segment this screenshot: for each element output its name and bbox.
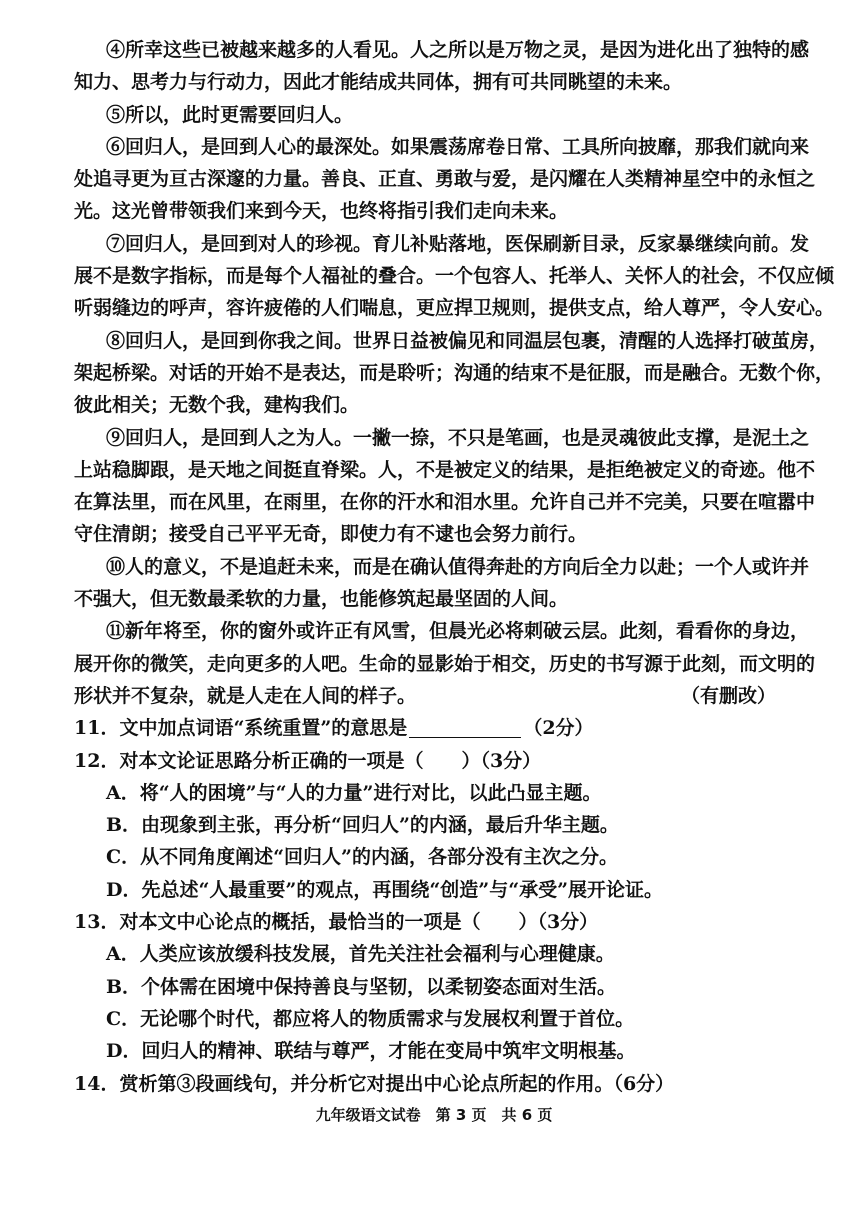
option: D．回归人的精神、联结与尊严，才能在变局中筑牢文明根基。 [106, 1040, 636, 1063]
line-text: 上站稳脚跟，是天地之间挺直脊梁。人，不是被定义的结果，是拒绝被定义的奇迹。他不 [74, 458, 816, 481]
paragraph-line [74, 357, 835, 389]
paragraph-line [74, 292, 835, 324]
option: B．由现象到主张，再分析“回归人”的内涵，最后升华主题。 [106, 814, 619, 837]
question-stem: 14．赏析第③段画线句，并分析它对提出中心论点所起的作用。（6分） [74, 1072, 675, 1095]
paragraph-line [74, 163, 816, 195]
paragraph-line [74, 34, 810, 66]
paragraph-line [74, 583, 776, 615]
line-text: ⑥回归人，是回到人心的最深处。如果震荡席卷日常、工具所向披靡，那我们就向来 [106, 135, 810, 158]
paragraph-line [74, 228, 810, 260]
line-text: ⑤所以，此时更需要回归人。 [106, 103, 354, 126]
option: B．个体需在困境中保持善良与坚韧，以柔韧姿态面对生活。 [106, 975, 617, 998]
line-text: 形状并不复杂，就是人走在人间的样子。 [74, 684, 417, 707]
option: C．无论哪个时代，都应将人的物质需求与发展权利置于首位。 [106, 1007, 635, 1030]
paragraph-line [74, 454, 816, 486]
stem-text: 11．文中加点词语“系统重置”的意思是 [74, 717, 408, 740]
paragraph-line [74, 422, 810, 454]
paragraph-line [74, 615, 810, 647]
line-text: 守住清朗；接受自己平平无奇，即使力有不逮也会努力前行。 [74, 523, 588, 546]
line-text: 展开你的微笑，走向更多的人吧。生命的显影始于相交，历史的书写源于此刻，而文明的 [74, 652, 816, 675]
paragraph-line [74, 99, 776, 131]
line-text: 处追寻更为亘古深邃的力量。善良、正直、勇敢与爱，是闪耀在人类精神星空中的永恒之 [74, 168, 816, 191]
line-text: ④所幸这些已被越来越多的人看见。人之所以是万物之灵，是因为进化出了独特的感 [106, 39, 810, 61]
line-text: 知力、思考力与行动力，因此才能结成共同体，拥有可共同眺望的未来。 [74, 71, 683, 94]
line-text: 光。这光曾带领我们来到今天，也终将指引我们走向未来。 [74, 200, 569, 223]
paragraph-line [74, 680, 776, 712]
paragraph-line [74, 389, 776, 421]
paragraph-line [74, 131, 810, 163]
line-text: 彼此相关；无数个我，建构我们。 [74, 394, 360, 417]
line-text: ⑧回归人，是回到你我之间。世界日益被偏见和同温层包裹，清醒的人选择打破茧房， [106, 329, 829, 352]
option: C．从不同角度阐述“回归人”的内涵，各部分没有主次之分。 [106, 846, 618, 869]
paragraph-line [74, 260, 835, 292]
line-text: 不强大，但无数最柔软的力量，也能修筑起最坚固的人间。 [74, 588, 569, 611]
option: A．人类应该放缓科技发展，首先关注社会福利与心理健康。 [106, 943, 615, 966]
question-stem: 12．对本文论证思路分析正确的一项是（ ）（3分） [74, 749, 542, 772]
paragraph-line [74, 486, 816, 518]
line-text: ⑪新年将至，你的窗外或许正有风雪，但晨光必将刺破云层。此刻，看看你的身边， [106, 620, 810, 643]
source-note: （有删改） [680, 684, 776, 707]
line-text: 展不是数字指标，而是每个人福祉的叠合。一个包容人、托举人、关怀人的社会，不仅应倾 [74, 265, 835, 288]
paragraph-line [74, 551, 810, 583]
line-text: 听弱缝边的呼声，容许疲倦的人们喘息，更应捍卫规则，提供支点，给人尊严，令人安心。 [74, 297, 835, 320]
exam-page [74, 34, 835, 1100]
question-stem: 13．对本文中心论点的概括，最恰当的一项是（ ）（3分） [74, 911, 599, 934]
paragraph-line [74, 325, 829, 357]
line-text: ⑦回归人，是回到对人的珍视。育儿补贴落地，医保刷新目录，反家暴继续向前。发 [106, 232, 810, 255]
line-text: 在算法里，而在风里，在雨里，在你的汗水和泪水里。允许自己并不完美，只要在喧嚣中 [74, 491, 816, 514]
paragraph-line [74, 195, 776, 227]
question-stem [74, 712, 776, 744]
paragraph-line [74, 518, 776, 550]
paragraph-line [74, 648, 816, 680]
line-text: ⑩人的意义，不是追赶未来，而是在确认值得奔赴的方向后全力以赴；一个人或许并 [106, 555, 810, 578]
page-footer: 九年级语文试卷 第 3 页 共 6 页 [315, 1106, 553, 1124]
line-text: ⑨回归人，是回到人之为人。一撇一捺，不只是笔画，也是灵魂彼此支撑，是泥土之 [106, 426, 810, 449]
option: D．先总述“人最重要”的观点，再围绕“创造”与“承受”展开论证。 [106, 878, 664, 901]
paragraph-line [74, 66, 776, 98]
line-text: 架起桥梁。对话的开始不是表达，而是聆听；沟通的结束不是征服，而是融合。无数个你， [74, 361, 835, 384]
option: A．将“人的困境”与“人的力量”进行对比，以此凸显主题。 [106, 781, 602, 804]
stem-text: （2分） [523, 717, 594, 740]
answer-blank[interactable] [409, 715, 521, 738]
